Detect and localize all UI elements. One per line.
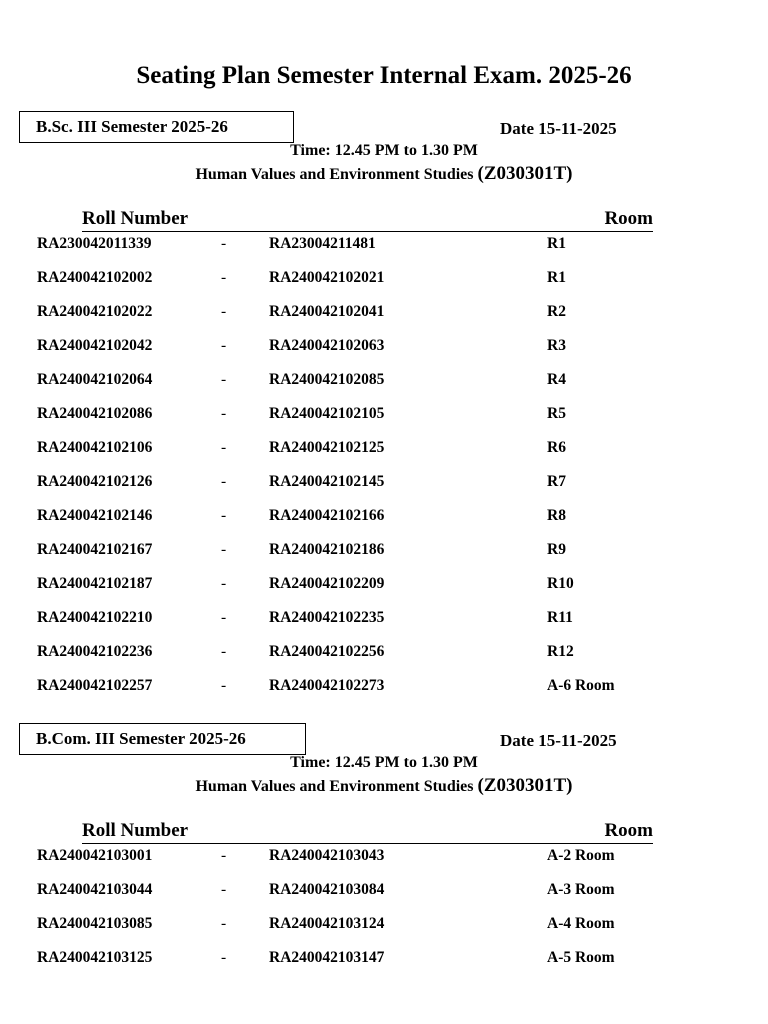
room-number: R1 (547, 235, 566, 252)
roll-to: RA240042102085 (269, 371, 385, 388)
room-number: A-5 Room (547, 949, 615, 966)
table-row (0, 847, 768, 881)
roll-to: RA240042102105 (269, 405, 385, 422)
roll-to: RA240042102021 (269, 269, 385, 286)
roll-to: RA240042102209 (269, 575, 385, 592)
roll-number-header: Roll Number (82, 820, 189, 841)
exam-subject (0, 163, 768, 186)
roll-from: RA240042102126 (37, 473, 153, 490)
roll-to: RA240042102041 (269, 303, 385, 320)
roll-to: RA240042102063 (269, 337, 385, 354)
table-header (82, 819, 653, 844)
roll-from: RA240042103044 (37, 881, 153, 898)
table-row (0, 303, 768, 337)
roll-to: RA240042102235 (269, 609, 385, 626)
roll-to: RA240042103043 (269, 847, 385, 864)
exam-time: Time: 12.45 PM to 1.30 PM (290, 754, 478, 771)
roll-to: RA240042102186 (269, 541, 385, 558)
roll-to: RA240042102273 (269, 677, 385, 694)
roll-from: RA240042102086 (37, 405, 153, 422)
room-number: R2 (547, 303, 566, 320)
range-separator: - (221, 847, 227, 864)
range-separator: - (221, 609, 227, 626)
table-row (0, 915, 768, 949)
range-separator: - (221, 643, 227, 660)
subject-code: (Z030301T) (477, 775, 573, 796)
course-label: B.Com. III Semester 2025-26 (19, 723, 306, 755)
exam-date: Date 15-11-2025 (500, 119, 617, 138)
table-row (0, 405, 768, 439)
room-number: A-4 Room (547, 915, 615, 932)
table-row (0, 949, 768, 983)
roll-from: RA240042102106 (37, 439, 153, 456)
room-number: R8 (547, 507, 566, 524)
roll-to: RA240042102166 (269, 507, 385, 524)
roll-from: RA240042102210 (37, 609, 153, 626)
page-title: Seating Plan Semester Internal Exam. 2025-26 (136, 62, 632, 89)
subject-name: Human Values and Environment Studies (195, 778, 474, 795)
range-separator: - (221, 541, 227, 558)
roll-from: RA240042102187 (37, 575, 153, 592)
room-number: R4 (547, 371, 566, 388)
range-separator: - (221, 507, 227, 524)
table-row (0, 439, 768, 473)
exam-date: Date 15-11-2025 (500, 731, 617, 750)
room-number: A-6 Room (547, 677, 615, 694)
table-row (0, 575, 768, 609)
roll-to: RA240042102125 (269, 439, 385, 456)
range-separator: - (221, 371, 227, 388)
range-separator: - (221, 235, 227, 252)
roll-to: RA240042102145 (269, 473, 385, 490)
range-separator: - (221, 269, 227, 286)
table-row (0, 337, 768, 371)
room-number: R11 (547, 609, 573, 626)
table-row (0, 541, 768, 575)
course-label: B.Sc. III Semester 2025-26 (19, 111, 294, 143)
roll-from: RA240042103085 (37, 915, 153, 932)
range-separator: - (221, 575, 227, 592)
roll-from: RA240042102064 (37, 371, 153, 388)
table-row (0, 881, 768, 915)
roll-from: RA240042102236 (37, 643, 153, 660)
roll-to: RA240042103084 (269, 881, 385, 898)
room-number: R7 (547, 473, 566, 490)
room-number: A-3 Room (547, 881, 615, 898)
roll-to: RA23004211481 (269, 235, 376, 252)
table-row (0, 371, 768, 405)
roll-from: RA240042103125 (37, 949, 153, 966)
roll-number-header: Roll Number (82, 208, 189, 229)
range-separator: - (221, 473, 227, 490)
roll-from: RA240042103001 (37, 847, 153, 864)
range-separator: - (221, 439, 227, 456)
table-row (0, 643, 768, 677)
exam-subject (0, 775, 768, 798)
range-separator: - (221, 915, 227, 932)
range-separator: - (221, 303, 227, 320)
roll-to: RA240042103147 (269, 949, 385, 966)
table-row (0, 235, 768, 269)
roll-from: RA240042102022 (37, 303, 153, 320)
room-number: R5 (547, 405, 566, 422)
table-row (0, 269, 768, 303)
room-number: R12 (547, 643, 574, 660)
room-header: Room (604, 820, 653, 841)
roll-to: RA240042102256 (269, 643, 385, 660)
table-header (82, 207, 653, 232)
range-separator: - (221, 949, 227, 966)
table-row (0, 507, 768, 541)
table-row (0, 677, 768, 711)
room-number: R6 (547, 439, 566, 456)
roll-from: RA240042102042 (37, 337, 153, 354)
seating-table (0, 235, 768, 711)
roll-from: RA240042102146 (37, 507, 153, 524)
roll-to: RA240042103124 (269, 915, 385, 932)
exam-time: Time: 12.45 PM to 1.30 PM (290, 142, 478, 159)
seating-table (0, 847, 768, 983)
subject-name: Human Values and Environment Studies (195, 166, 474, 183)
range-separator: - (221, 677, 227, 694)
room-number: R1 (547, 269, 566, 286)
room-number: R9 (547, 541, 566, 558)
room-header: Room (604, 208, 653, 229)
range-separator: - (221, 881, 227, 898)
subject-code: (Z030301T) (477, 163, 573, 184)
room-number: A-2 Room (547, 847, 615, 864)
roll-from: RA230042011339 (37, 235, 152, 252)
room-number: R3 (547, 337, 566, 354)
roll-from: RA240042102257 (37, 677, 153, 694)
roll-from: RA240042102167 (37, 541, 153, 558)
table-row (0, 609, 768, 643)
roll-from: RA240042102002 (37, 269, 153, 286)
range-separator: - (221, 337, 227, 354)
room-number: R10 (547, 575, 574, 592)
table-row (0, 473, 768, 507)
range-separator: - (221, 405, 227, 422)
